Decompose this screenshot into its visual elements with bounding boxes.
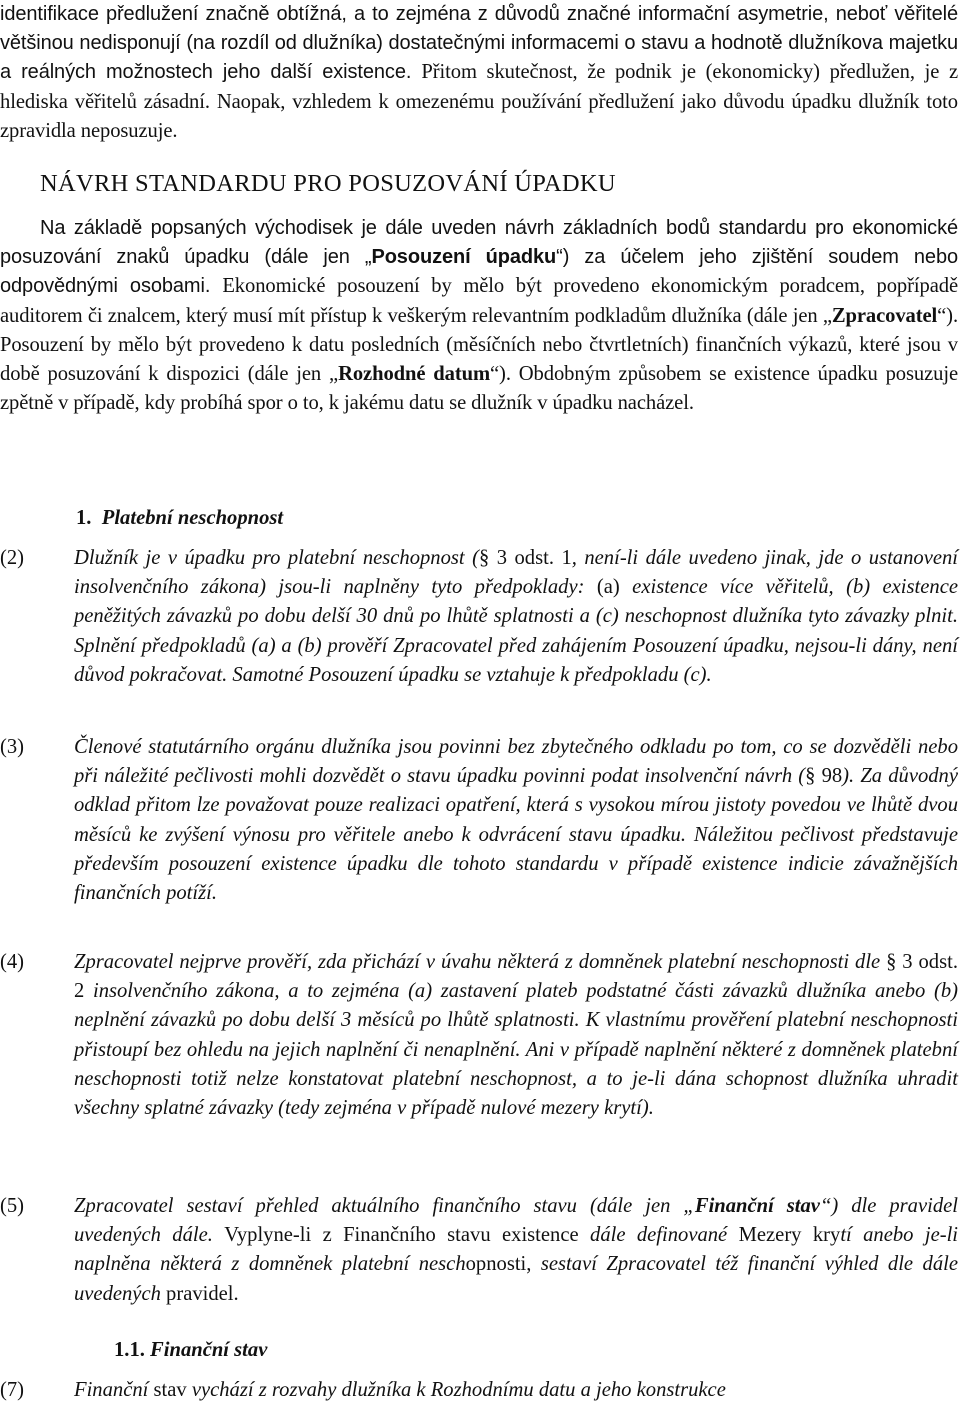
item-text: Dlužník je v úpadku pro platební neschopnost (: [74, 547, 479, 569]
subsection-heading-1: [76, 504, 283, 532]
standard-text-f: “).: [490, 363, 519, 386]
intro-text-a: identifikace předlužení značně obtížná, a to zejména z důvodů značné informační asymetrie, neboť věřitelé většinou nedisponují (na rozdíl od dlužníka) dostatečnými informacemi o stavu a hodnotě dlužníkova majetku a reálných možnostech jeho další existence.: [0, 3, 958, 84]
item-text: Splnění předpokladů (a) a (b) prověří Zpracovatel před zahájením Posouzení úpadku, nejsou-li dány, není důvod pokračovat. Samotné Posouzení úpadku se vztahuje k předpokladu (c).: [74, 634, 958, 686]
item-text: vychází z rozvahy dlužníka k Rozhodnímu datu a jeho konstrukce: [186, 1379, 726, 1401]
item-text: Zpracovatel sestaví přehled aktuálního finančního stavu (dále jen „: [74, 1195, 695, 1217]
item-text: sestaví Zpracovatel též finanční výhled dle dále uvedených: [74, 1253, 958, 1305]
item-text: ). Za důvodný odklad přitom lze považovat pouze realizaci opatření, která s vysokou mírou jistoty povedou ve lhůtě dvou měsíců ke zvýšení výnosu pro věřitele anebo k odvrácení stavu úpadku. Náležitou pečlivost představuje především posouzení existence úpadku dle tohoto standardu v případě existence indicie závažnějších finančních potíží.: [74, 765, 958, 905]
standard-text-g: Obdobným způsobem se existence úpadku posuzuje zpětně v případě, kdy probíhá spor o to, k jakému datu se dlužník v úpadku nacházel.: [0, 363, 958, 415]
item-number: (4): [0, 951, 25, 973]
term-rozhodne-datum: Rozhodné datum: [338, 363, 491, 386]
item-text: tí anebo je-li naplněna některá z domněnek platební nesch: [74, 1224, 959, 1276]
item-label: (a): [596, 576, 620, 599]
legal-reference: § 3 odst. 1: [478, 547, 572, 569]
item-text: pravidel.: [166, 1282, 239, 1305]
standard-text-c: Ekonomické posouzení by mělo být provedeno ekonomickým poradcem, popřípadě auditorem či znalcem, který musí mít přístup k veškerým relevantním podkladům dlužníka (dále jen „: [0, 275, 958, 327]
subsection-number: 1.: [76, 507, 92, 529]
item-text: opnosti,: [465, 1253, 541, 1276]
standard-text-a: Na základě popsaných východisek je dále uveden návrh základních bodů standardu pro ekonomické posuzování znaků úpadku (dále jen „: [0, 217, 958, 269]
subsection-title: Finanční stav: [150, 1339, 268, 1361]
item-text: Vyplyne-li z Finanční: [224, 1224, 416, 1247]
legal-reference: § 3 odst. 2: [74, 951, 958, 1003]
item-text: dále definované: [590, 1224, 728, 1247]
legal-reference: § 98: [805, 765, 843, 788]
item-text: ho stavu existence: [415, 1224, 591, 1247]
section-heading: NÁVRH STANDARDU PRO POSUZOVÁNÍ ÚPADKU: [40, 170, 616, 197]
item-body: [74, 733, 958, 908]
standard-text-e: Posouzení by mělo být provedeno k datu posledních (měsíčních nebo čtvrtletních) finančních výkazů, které jsou v době posuzování k dispozici (dále jen „: [0, 333, 958, 386]
subsection-title: Platební neschopnost: [101, 507, 284, 529]
term-zpracovatel: Zpracovatel: [831, 304, 938, 327]
item-text: Mezery kry: [727, 1224, 841, 1247]
item-text: existence více věřitelů, (b) existence peněžitých závazků po dobu delší 30 dnů po lhůtě splatnosti a (c) neschopnost dlužníka tyto závazky plnit.: [74, 576, 958, 628]
item-body: [74, 1376, 958, 1405]
item-text: stav: [153, 1379, 187, 1401]
item-text: Finanční: [74, 1379, 154, 1401]
item-number: (2): [0, 547, 25, 569]
item-number: (7): [0, 1379, 25, 1401]
item-text: insolvenčního zákona, a to zejména (a) zastavení plateb podstatné části závazků dlužníka anebo (b) neplnění závazků po dobu delší 3 měsíců po lhůtě splatnosti. K vlastnímu prověření platební neschopnosti přistoupí bez ohledu na jejich naplnění či nenaplnění. Ani v případě naplnění některé z domněnek platební neschopnosti totiž nelze konstatovat platební neschopnost, a to je-li dána schopnost dlužníka uhradit všechny splatné závazky (tedy zejména v případě nulové mezery krytí).: [74, 980, 958, 1120]
standard-paragraph: [0, 214, 958, 418]
item-number: (5): [0, 1195, 25, 1217]
intro-text-b: Přitom skutečnost, že podnik je (ekonomicky) předlužen, je z hlediska věřitelů zásadní. Naopak, vzhledem k omezenému používání předlužení jako důvodu úpadku dlužník toto zpravidla neposuzuje.: [0, 61, 958, 142]
item-number: (3): [0, 736, 25, 758]
subsection-number: 1.1.: [114, 1339, 145, 1361]
term-posouzeni-upadku: Posouzení úpadku: [371, 246, 557, 269]
standard-text-d: “).: [937, 304, 958, 327]
item-body: [74, 948, 958, 1123]
term-financni-stav: Finanční stav: [694, 1195, 820, 1217]
standard-text-b: “) za účelem jeho zjištění soudem nebo odpovědnými osobami.: [0, 246, 958, 298]
subsection-heading-1-1: [114, 1336, 267, 1364]
item-body: [74, 544, 958, 690]
item-text: , není-li dále uvedeno jinak, jde o ustanovení insolvenčního zákona) jsou-li naplněny tyto předpoklady:: [74, 547, 958, 599]
item-text: Zpracovatel nejprve prověří, zda přichází v úvahu některá z domněnek platební neschopnosti dle: [74, 951, 887, 973]
intro-paragraph: [0, 0, 958, 146]
item-body: [74, 1192, 958, 1309]
item-text: “) dle pravidel uvedených dále.: [74, 1195, 958, 1247]
item-text: Členové statutárního orgánu dlužníka jsou povinni bez zbytečného odkladu po tom, co se dozvěděli nebo při náležité pečlivosti mohli dozvědět o stavu úpadku povinni podat insolvenční návrh (: [74, 736, 958, 788]
